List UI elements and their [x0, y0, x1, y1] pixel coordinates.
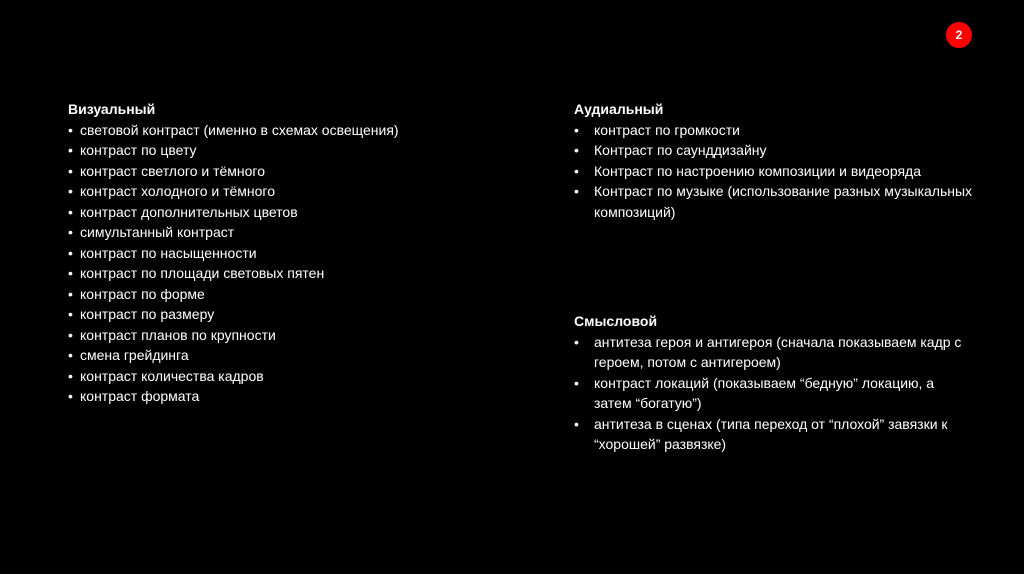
list-item: • световой контраст (именно в схемах освещения) [68, 120, 488, 141]
visual-contrast-block [68, 99, 488, 407]
list-item: • Контраст по музыке (использование разных музыкальных композиций) [574, 181, 974, 222]
list-item: • контраст локаций (показываем “бедную” локацию, а затем “богатую”) [574, 373, 974, 414]
list-item: • антитеза героя и антигероя (сначала показываем кадр с героем, потом с антигероем) [574, 332, 974, 373]
audio-contrast-block [574, 99, 974, 222]
list-item: • контраст планов по крупности [68, 325, 488, 346]
list-item: • контраст формата [68, 386, 488, 407]
list-item: • контраст количества кадров [68, 366, 488, 387]
visual-list [68, 120, 488, 407]
list-item: • контраст по форме [68, 284, 488, 305]
list-item: • контраст по размеру [68, 304, 488, 325]
list-item: • контраст по площади световых пятен [68, 263, 488, 284]
audio-title: Аудиальный [574, 101, 664, 117]
list-item: • контраст по насыщенности [68, 243, 488, 264]
list-item: • Контраст по саунддизайну [574, 140, 974, 161]
semantic-title: Смысловой [574, 313, 658, 329]
list-item: • симультанный контраст [68, 222, 488, 243]
visual-title: Визуальный [68, 101, 156, 117]
audio-list [574, 120, 974, 223]
list-item: • антитеза в сценах (типа переход от “плохой” завязки к “хорошей” развязке) [574, 414, 974, 455]
list-item: • Контраст по настроению композиции и видеоряда [574, 161, 974, 182]
page-number-badge: 2 [946, 22, 972, 48]
list-item: • контраст светлого и тёмного [68, 161, 488, 182]
list-item: • смена грейдинга [68, 345, 488, 366]
list-item: • контраст по громкости [574, 120, 974, 141]
list-item: • контраст дополнительных цветов [68, 202, 488, 223]
semantic-contrast-block [574, 311, 974, 455]
list-item: • контраст холодного и тёмного [68, 181, 488, 202]
list-item: • контраст по цвету [68, 140, 488, 161]
semantic-list [574, 332, 974, 455]
